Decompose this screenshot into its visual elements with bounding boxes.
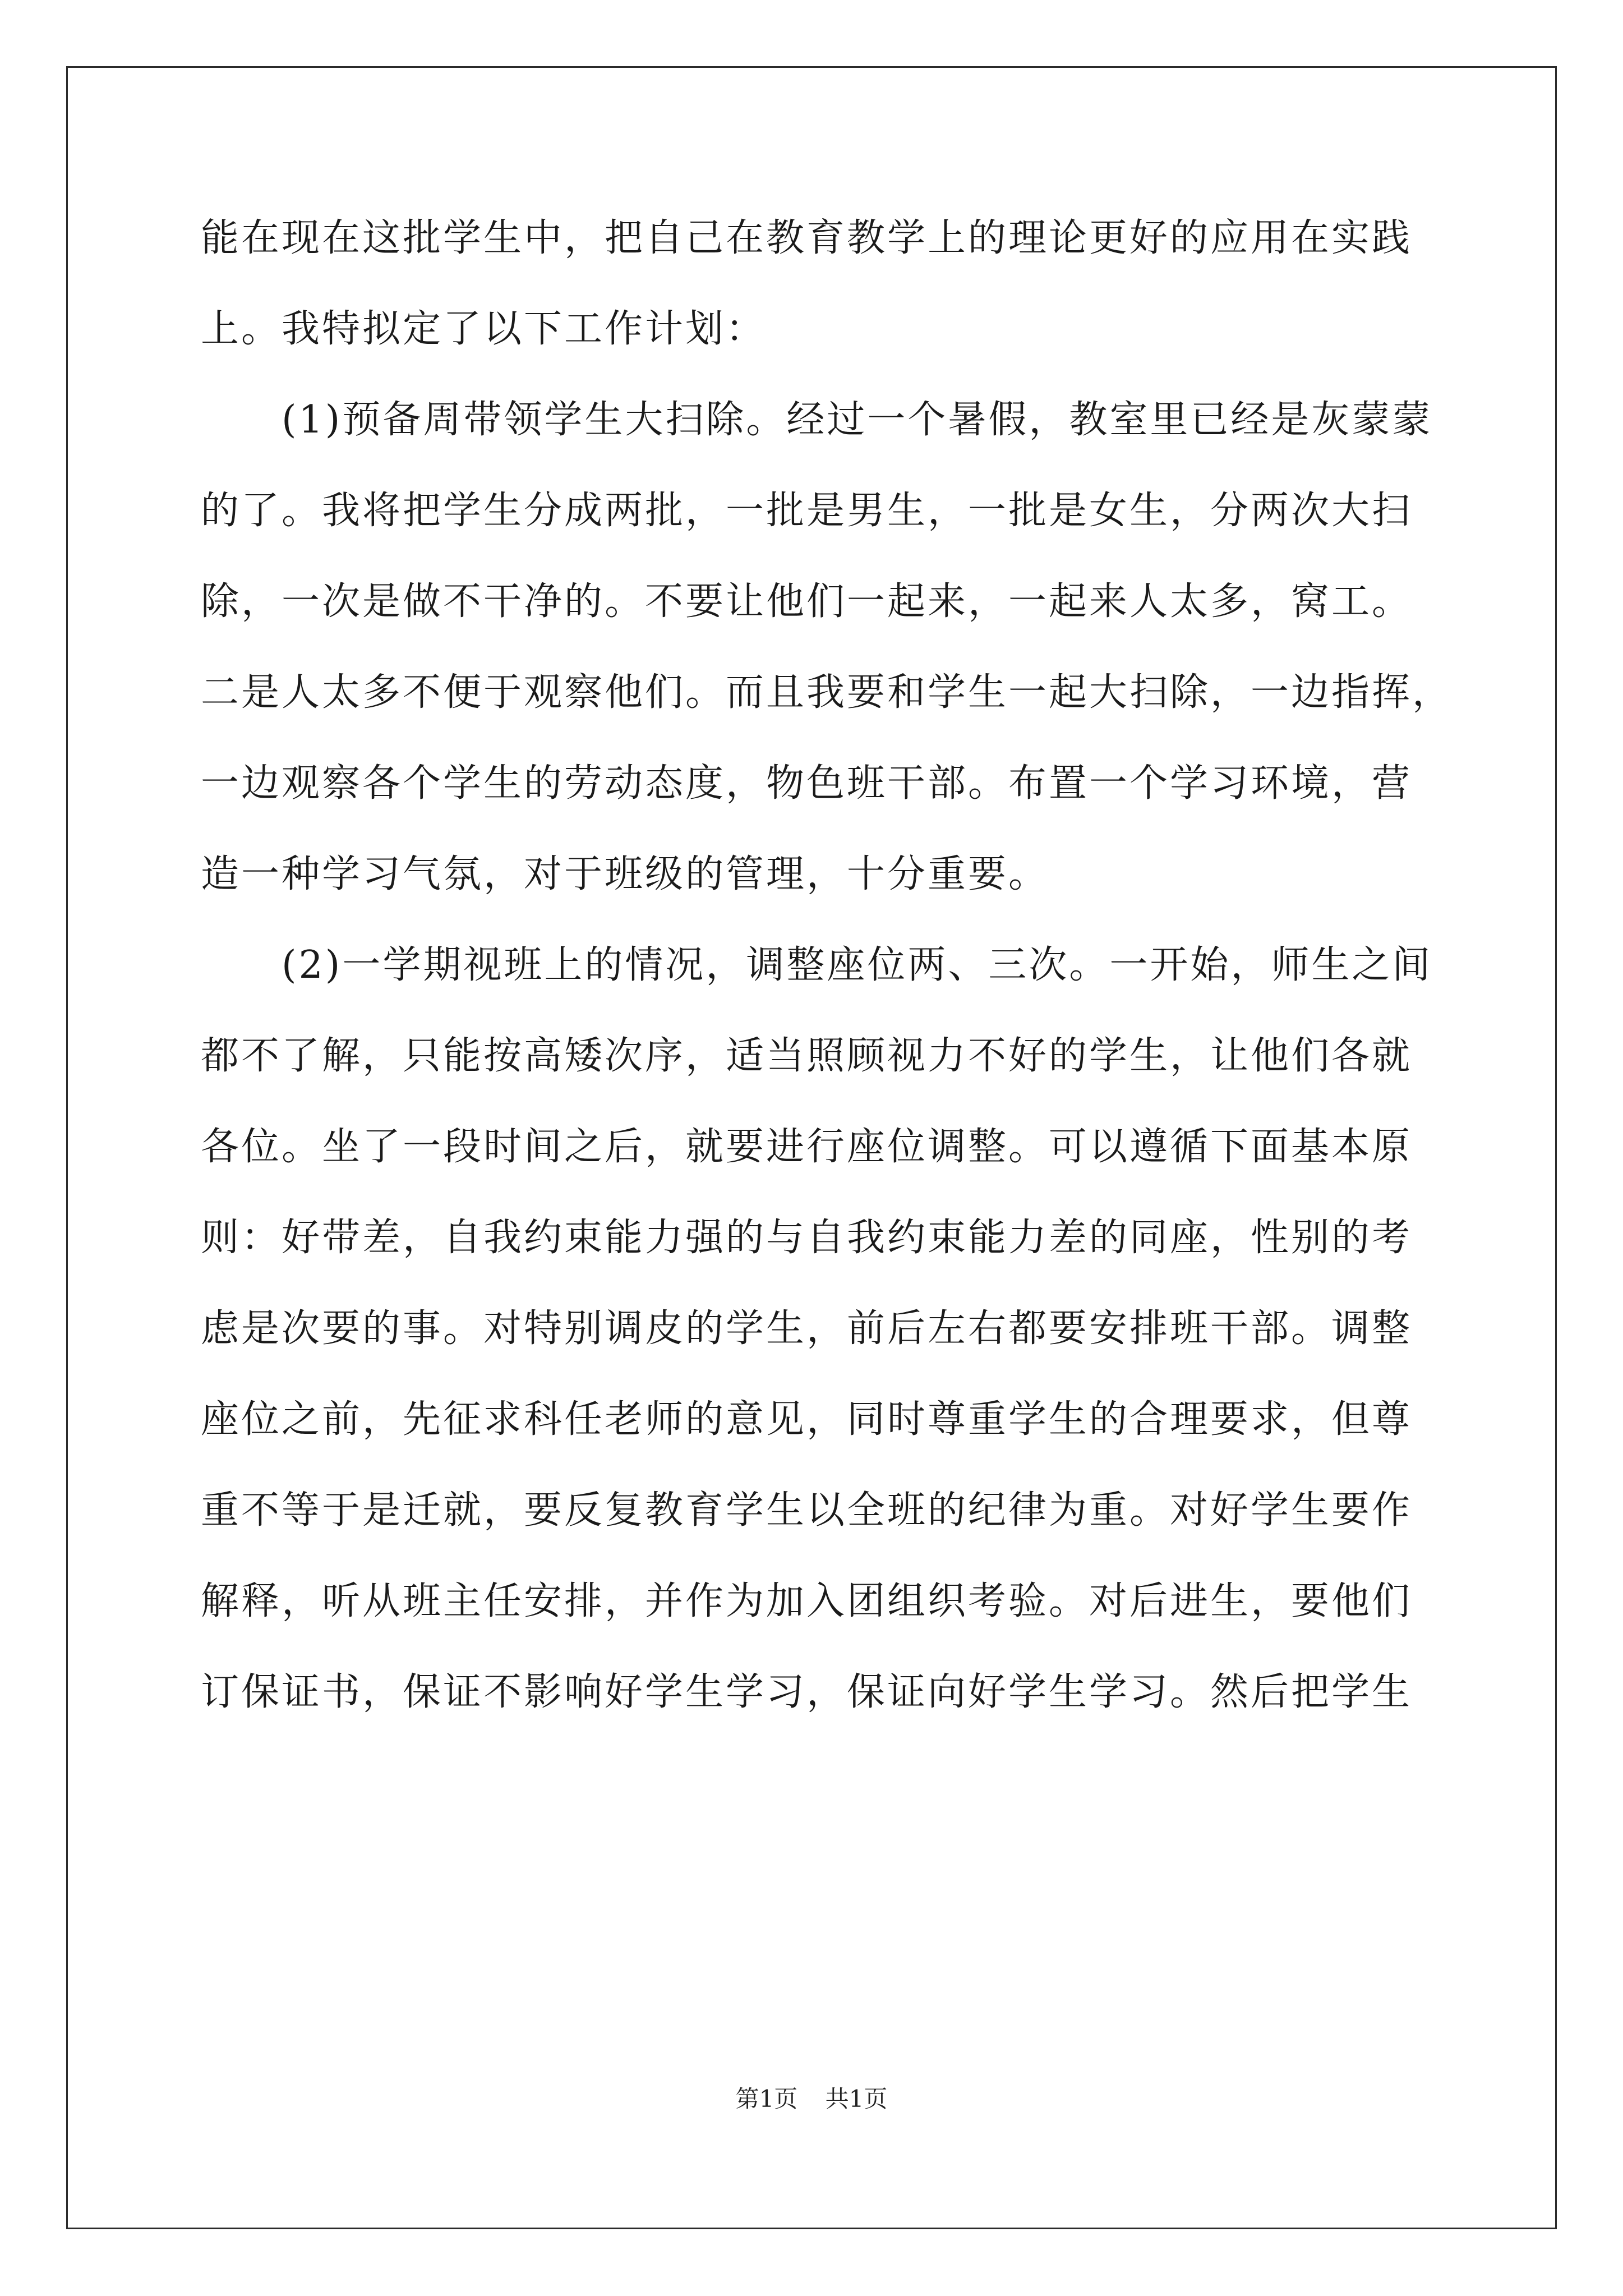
text-line: 能在现在这批学生中，把自己在教育教学上的理论更好的应用在实践 xyxy=(201,216,1413,260)
text-line: 除，一次是做不干净的。不要让他们一起来，一起来人太多，窝工。 xyxy=(201,579,1413,624)
text-line: 一边观察各个学生的劳动态度，物色班干部。布置一个学习环境，营 xyxy=(201,761,1413,806)
text-line: 则：好带差，自我约束能力强的与自我约束能力差的同座，性别的考 xyxy=(201,1216,1413,1260)
text-line: 上。我特拟定了以下工作计划： xyxy=(201,307,767,351)
text-line: 都不了解，只能按高矮次序，适当照顾视力不好的学生，让他们各就 xyxy=(201,1034,1413,1078)
text-line: (1)预备周带领学生大扫除。经过一个暑假，教室里已经是灰蒙蒙 xyxy=(201,398,1433,442)
text-line: 造一种学习气氛，对于班级的管理，十分重要。 xyxy=(201,852,1049,896)
text-line: 重不等于是迁就，要反复教育学生以全班的纪律为重。对好学生要作 xyxy=(201,1488,1413,1533)
text-line: 各位。坐了一段时间之后，就要进行座位调整。可以遵循下面基本原 xyxy=(201,1125,1413,1169)
page-number: 第1页 xyxy=(735,2085,798,2113)
text-line: 解释，听从班主任安排，并作为加入团组织考验。对后进生，要他们 xyxy=(201,1579,1413,1623)
text-line: (2)一学期视班上的情况，调整座位两、三次。一开始，师生之间 xyxy=(201,943,1433,987)
text-line: 座位之前，先征求科任老师的意见，同时尊重学生的合理要求，但尊 xyxy=(201,1397,1413,1442)
text-line: 的了。我将把学生分成两批，一批是男生，一批是女生，分两次大扫 xyxy=(201,489,1413,533)
text-line: 二是人太多不便于观察他们。而且我要和学生一起大扫除，一边指挥， xyxy=(201,670,1453,715)
text-line: 订保证书，保证不影响好学生学习，保证向好学生学习。然后把学生 xyxy=(201,1670,1413,1714)
text-line: 虑是次要的事。对特别调皮的学生，前后左右都要安排班干部。调整 xyxy=(201,1306,1413,1351)
page-footer xyxy=(0,2082,1623,2116)
page-total: 共1页 xyxy=(825,2085,888,2113)
